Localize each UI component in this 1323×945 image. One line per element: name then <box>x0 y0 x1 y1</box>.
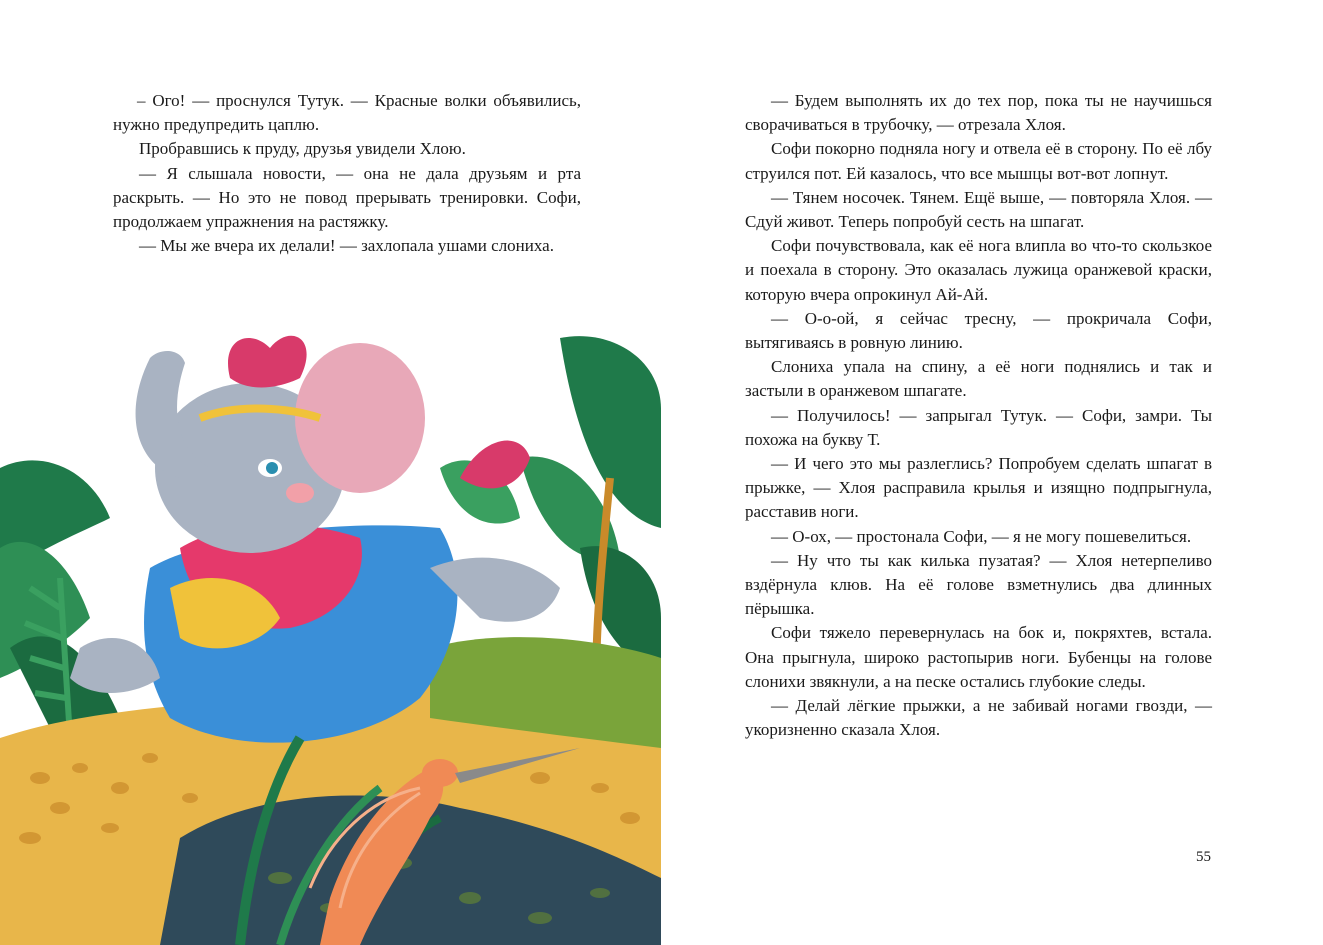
paragraph: Софи тяжело перевернулась на бок и, покряхтев, встала. Она прыгнула, широко растопырив ноги. Бубенцы на голове слонихи звякнули, а на песке остались глубокие следы. <box>745 623 1212 691</box>
paragraph: Софи почувствовала, как её нога влипла во что-то скользкое и поехала в сторону. Это оказалась лужица оранжевой краски, которую вчера опрокинул Ай-Ай. <box>745 236 1212 304</box>
right-page <box>661 0 1323 945</box>
elephant-heron-illustration <box>0 318 661 945</box>
left-page-text <box>113 89 581 258</box>
paragraph: — Будем выполнять их до тех пор, пока ты не научишься сворачиваться в трубочку, — отрезала Хлоя. <box>745 91 1212 135</box>
paragraph: — Ну что ты как килька пузатая? — Хлоя нетерпеливо вздёрнула клюв. На её голове взметнулись два длинных пёрышка. <box>745 550 1212 619</box>
right-page-text <box>745 89 1212 742</box>
paragraph: Софи покорно подняла ногу и отвела её в сторону. По её лбу струился пот. Ей казалось, что все мышцы вот-вот лопнут. <box>745 139 1212 183</box>
paragraph: — О-о-ой, я сейчас тресну, — прокричала Софи, вытягиваясь в ровную линию. <box>745 308 1212 353</box>
paragraph: — Тянем носочек. Тянем. Ещё выше, — повторяла Хлоя. — Сдуй живот. Теперь попробуй сесть на шпагат. <box>745 187 1212 232</box>
paragraph: — И чего это мы разлеглись? Попробуем сделать шпагат в прыжке, — Хлоя расправила крылья и изящно подпрыгнула, расставив ноги. <box>745 454 1212 522</box>
paragraph: — Мы же вчера их делали! — захлопала ушами слониха. <box>139 236 554 256</box>
paragraph: — Получилось! — запрыгал Тутук. — Софи, замри. Ты похожа на букву Т. <box>745 405 1212 449</box>
paragraph: — О-ох, — простонала Софи, — я не могу пошевелиться. <box>771 526 1192 546</box>
page-number: 55 <box>1196 849 1211 865</box>
paragraph: — Делай лёгкие прыжки, а не забивай ногами гвозди, — укоризненно сказала Хлоя. <box>745 696 1212 740</box>
paragraph: – Ого! — проснулся Тутук. — Красные волки объявились, нужно предупредить цаплю. <box>113 91 581 135</box>
paragraph: Слониха упала на спину, а её ноги поднялись и так и застыли в оранжевом шпагате. <box>745 357 1212 401</box>
paragraph: — Я слышала новости, — она не дала друзьям и рта раскрыть. — Но это не повод прерывать тренировки. Софи, продолжаем упражнения на растяжку. <box>113 163 581 232</box>
paragraph: Пробравшись к пруду, друзья увидели Хлою. <box>139 139 466 159</box>
heron-head <box>422 759 458 787</box>
left-page <box>0 0 661 945</box>
